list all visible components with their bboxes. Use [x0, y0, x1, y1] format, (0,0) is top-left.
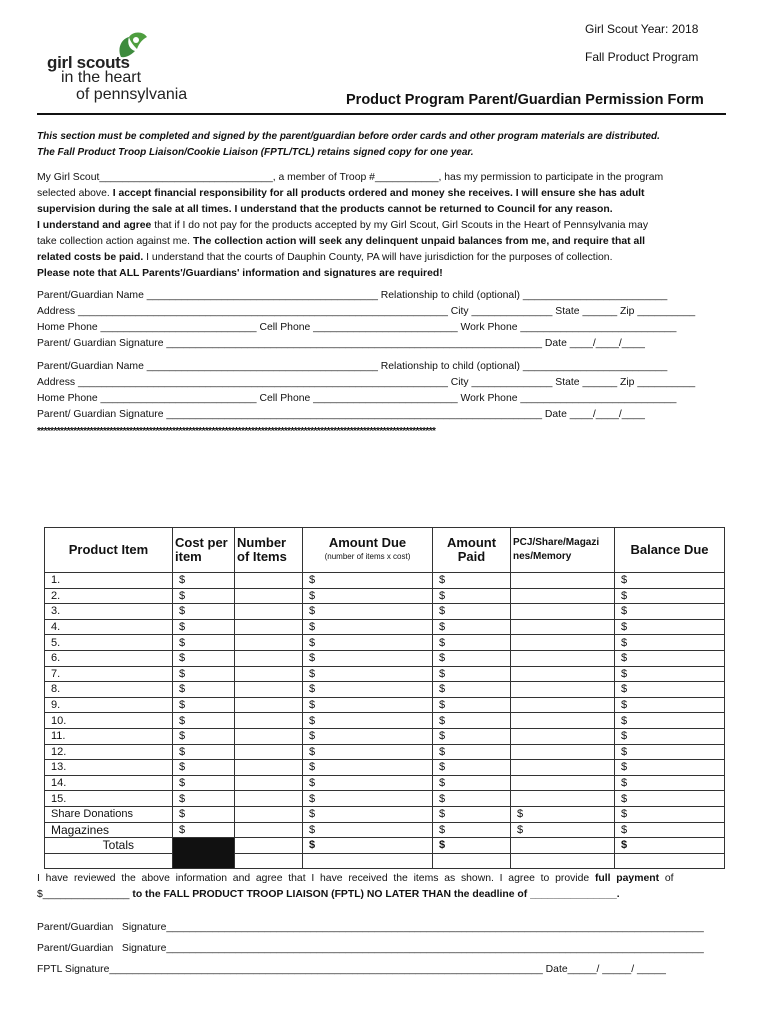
number-of-items-cell[interactable] [235, 573, 303, 589]
amount-due-cell[interactable]: $ [303, 635, 433, 651]
consent-line6: related costs be paid. I understand that the courts of Dauphin County, PA will have jurisdiction for the purposes of collection. [37, 252, 613, 263]
table-row [45, 604, 725, 620]
product-item-cell: 7. [45, 666, 173, 682]
product-table-body [45, 573, 725, 869]
amount-due-cell[interactable]: $ [303, 573, 433, 589]
header-amount-due: Amount Due (number of items x cost) [303, 528, 433, 573]
header-balance-due: Balance Due [615, 528, 725, 573]
pcj-cell[interactable] [511, 573, 615, 589]
number-of-items-cell[interactable] [235, 744, 303, 760]
intro-line1: This section must be completed and signed by the parent/guardian before order cards and other program materials are distributed. [37, 131, 660, 142]
amount-paid-cell[interactable]: $ [433, 822, 511, 838]
header-number-of-items: Number of Items [235, 528, 303, 573]
number-of-items-cell[interactable] [235, 697, 303, 713]
balance-due-cell[interactable]: $ [615, 666, 725, 682]
cost-per-item-cell[interactable]: $ [173, 619, 235, 635]
amount-paid-cell[interactable]: $ [433, 635, 511, 651]
blank-cell [433, 853, 511, 869]
table-row [45, 791, 725, 807]
title-divider [37, 113, 726, 115]
parent-guardian-signature2-field[interactable]: Parent/Guardian Signature_____________________________________________________________________________________________ [37, 943, 704, 954]
blank-row [45, 853, 725, 869]
agreement-line2: $_______________ to the FALL PRODUCT TROOP LIAISON (FPTL) NO LATER THAN the deadline of _______________. [37, 889, 620, 900]
number-of-items-cell[interactable] [235, 666, 303, 682]
cost-per-item-cell[interactable]: $ [173, 682, 235, 698]
number-of-items-cell[interactable] [235, 791, 303, 807]
amount-paid-cell[interactable]: $ [433, 573, 511, 589]
number-of-items-cell[interactable] [235, 713, 303, 729]
pcj-cell[interactable] [511, 728, 615, 744]
balance-due-cell[interactable]: $ [615, 682, 725, 698]
cost-per-item-cell[interactable]: $ [173, 744, 235, 760]
share-donations-label: Share Donations [45, 806, 173, 822]
pcj-cell[interactable] [511, 619, 615, 635]
balance-due-cell[interactable]: $ [615, 822, 725, 838]
amount-due-cell[interactable]: $ [303, 775, 433, 791]
totals-row [45, 838, 725, 854]
pcj-cell[interactable] [511, 635, 615, 651]
consent-line2: selected above. I accept financial responsibility for all products ordered and money she receives. I will ensure she has adult [37, 188, 645, 199]
product-item-cell: 5. [45, 635, 173, 651]
amount-paid-cell[interactable]: $ [433, 728, 511, 744]
blank-cell [615, 853, 725, 869]
amount-due-cell[interactable]: $ [303, 604, 433, 620]
amount-paid-cell[interactable]: $ [433, 791, 511, 807]
product-table [44, 527, 725, 869]
pcj-cell[interactable] [511, 604, 615, 620]
amount-paid-cell[interactable]: $ [433, 588, 511, 604]
balance-due-cell[interactable]: $ [615, 744, 725, 760]
guardian1-signature-field[interactable]: Parent/ Guardian Signature _________________________________________________________________ Date ____/____/____ [37, 338, 645, 349]
balance-due-cell[interactable]: $ [615, 650, 725, 666]
blank-cell [303, 853, 433, 869]
cost-per-item-cell[interactable]: $ [173, 760, 235, 776]
cost-per-item-cell[interactable]: $ [173, 806, 235, 822]
product-item-cell: 15. [45, 791, 173, 807]
cost-per-item-cell[interactable]: $ [173, 728, 235, 744]
product-item-cell: 6. [45, 650, 173, 666]
cost-per-item-cell[interactable]: $ [173, 775, 235, 791]
pcj-cell[interactable] [511, 760, 615, 776]
amount-due-cell[interactable]: $ [303, 744, 433, 760]
magazines-row [45, 822, 725, 838]
table-row [45, 744, 725, 760]
page-title: Product Program Parent/Guardian Permission Form [346, 92, 704, 108]
guardian2-address-field[interactable]: Address ________________________________________________________________ City ______________ State ______ Zip __________ [37, 377, 696, 388]
guardian1-address-field[interactable]: Address ________________________________________________________________ City ______________ State ______ Zip __________ [37, 306, 696, 317]
amount-due-cell[interactable]: $ [303, 713, 433, 729]
guardian2-phone-field[interactable]: Home Phone ___________________________ Cell Phone _________________________ Work Phone ___________________________ [37, 393, 677, 404]
amount-paid-cell[interactable]: $ [433, 682, 511, 698]
amount-due-cell[interactable]: $ [303, 666, 433, 682]
agreement-line1: I have reviewed the above information and agree that I have received the items as shown. I agree to provide full payment of [37, 873, 674, 884]
balance-due-cell[interactable]: $ [615, 604, 725, 620]
amount-paid-cell[interactable]: $ [433, 760, 511, 776]
number-of-items-cell[interactable] [235, 682, 303, 698]
amount-paid-cell[interactable]: $ [433, 619, 511, 635]
pcj-cell[interactable] [511, 682, 615, 698]
cost-per-item-cell[interactable]: $ [173, 588, 235, 604]
totals-amount-due-cell[interactable]: $ [303, 838, 433, 854]
totals-cost-blacked-out [173, 838, 235, 854]
pcj-cell[interactable]: $ [511, 806, 615, 822]
header-product-item: Product Item [45, 528, 173, 573]
intro-line2: The Fall Product Troop Liaison/Cookie Liaison (FPTL/TCL) retains signed copy for one year. [37, 147, 474, 158]
header-pcj-share-magazines: PCJ/Share/Magazi nes/Memory [511, 528, 615, 573]
parent-guardian-signature1-field[interactable]: Parent/Guardian Signature_____________________________________________________________________________________________ [37, 922, 704, 933]
amount-due-cell[interactable]: $ [303, 806, 433, 822]
header-amount-paid: Amount Paid [433, 528, 511, 573]
pcj-cell[interactable] [511, 666, 615, 682]
balance-due-cell[interactable]: $ [615, 713, 725, 729]
cost-per-item-cell[interactable]: $ [173, 666, 235, 682]
cost-per-item-cell[interactable]: $ [173, 650, 235, 666]
table-row [45, 666, 725, 682]
product-item-cell: 12. [45, 744, 173, 760]
logo-text-line1: girl scouts [47, 53, 130, 72]
product-item-cell: 3. [45, 604, 173, 620]
balance-due-cell[interactable]: $ [615, 775, 725, 791]
amount-paid-cell[interactable]: $ [433, 713, 511, 729]
amount-due-cell[interactable]: $ [303, 697, 433, 713]
product-item-cell: 1. [45, 573, 173, 589]
table-row [45, 635, 725, 651]
organization-logo [47, 31, 197, 111]
guardian2-name-field[interactable]: Parent/Guardian Name ________________________________________ Relationship to child (optional) _________________________ [37, 361, 668, 372]
product-item-cell: 14. [45, 775, 173, 791]
separator-line: ************************************************************************************************************************* [37, 426, 436, 437]
amount-paid-cell[interactable]: $ [433, 775, 511, 791]
fptl-signature-field[interactable]: FPTL Signature___________________________________________________________________________ Date_____/ _____/ _____ [37, 964, 666, 975]
consent-line3: supervision during the sale at all times. I understand that the products cannot be returned to Council for any reason. [37, 204, 613, 215]
pcj-cell[interactable]: $ [511, 822, 615, 838]
cost-per-item-cell[interactable]: $ [173, 822, 235, 838]
number-of-items-cell[interactable] [235, 775, 303, 791]
number-of-items-cell[interactable] [235, 822, 303, 838]
girl-scout-year: Girl Scout Year: 2018 [585, 22, 699, 36]
product-item-cell: 9. [45, 697, 173, 713]
number-of-items-cell[interactable] [235, 650, 303, 666]
product-item-cell: 4. [45, 619, 173, 635]
consent-line1: My Girl Scout______________________________, a member of Troop #___________, has my permission to participate in the program [37, 172, 664, 183]
pcj-cell[interactable] [511, 775, 615, 791]
blank-cell [235, 853, 303, 869]
number-of-items-cell[interactable] [235, 635, 303, 651]
number-of-items-cell[interactable] [235, 588, 303, 604]
guardian2-signature-field[interactable]: Parent/ Guardian Signature _________________________________________________________________ Date ____/____/____ [37, 409, 645, 420]
balance-due-cell[interactable]: $ [615, 588, 725, 604]
amount-paid-cell[interactable]: $ [433, 806, 511, 822]
cost-per-item-cell[interactable]: $ [173, 635, 235, 651]
balance-due-cell[interactable]: $ [615, 573, 725, 589]
table-row [45, 619, 725, 635]
amount-due-cell[interactable]: $ [303, 728, 433, 744]
product-item-cell: 2. [45, 588, 173, 604]
consent-line7: Please note that ALL Parents'/Guardians' information and signatures are required! [37, 268, 443, 279]
balance-due-cell[interactable]: $ [615, 619, 725, 635]
logo-text-line2: in the heart [61, 69, 142, 86]
number-of-items-cell[interactable] [235, 728, 303, 744]
balance-due-cell[interactable]: $ [615, 791, 725, 807]
number-of-items-cell[interactable] [235, 604, 303, 620]
table-row [45, 713, 725, 729]
table-row [45, 775, 725, 791]
product-item-cell: 10. [45, 713, 173, 729]
product-item-cell: 11. [45, 728, 173, 744]
amount-due-cell[interactable]: $ [303, 822, 433, 838]
blank-cell-blacked-out [173, 853, 235, 869]
pcj-cell[interactable] [511, 697, 615, 713]
totals-number-of-items-cell[interactable] [235, 838, 303, 854]
amount-due-cell[interactable]: $ [303, 650, 433, 666]
pcj-cell[interactable] [511, 650, 615, 666]
balance-due-cell[interactable]: $ [615, 697, 725, 713]
totals-label: Totals [45, 838, 173, 854]
blank-cell [511, 853, 615, 869]
program-name: Fall Product Program [585, 50, 699, 64]
table-row [45, 682, 725, 698]
number-of-items-cell[interactable] [235, 619, 303, 635]
guardian1-name-field[interactable]: Parent/Guardian Name ________________________________________ Relationship to child (optional) _________________________ [37, 290, 668, 301]
amount-due-cell[interactable]: $ [303, 682, 433, 698]
balance-due-cell[interactable]: $ [615, 728, 725, 744]
magazines-label: Magazines [45, 822, 173, 838]
consent-line4: I understand and agree that if I do not pay for the products accepted by my Girl Scout, Girl Scouts in the Heart of Pennsylvania may [37, 220, 649, 231]
amount-due-cell[interactable]: $ [303, 760, 433, 776]
amount-due-cell[interactable]: $ [303, 791, 433, 807]
table-row [45, 728, 725, 744]
table-row [45, 650, 725, 666]
amount-paid-cell[interactable]: $ [433, 697, 511, 713]
balance-due-cell[interactable]: $ [615, 806, 725, 822]
table-row [45, 697, 725, 713]
totals-pcj-cell[interactable] [511, 838, 615, 854]
guardian1-phone-field[interactable]: Home Phone ___________________________ Cell Phone _________________________ Work Phone ___________________________ [37, 322, 677, 333]
cost-per-item-cell[interactable]: $ [173, 713, 235, 729]
blank-cell [45, 853, 173, 869]
cost-per-item-cell[interactable]: $ [173, 697, 235, 713]
table-row [45, 760, 725, 776]
product-item-cell: 8. [45, 682, 173, 698]
amount-paid-cell[interactable]: $ [433, 744, 511, 760]
pcj-cell[interactable] [511, 713, 615, 729]
table-row [45, 588, 725, 604]
amount-due-cell[interactable]: $ [303, 588, 433, 604]
totals-amount-paid-cell[interactable]: $ [433, 838, 511, 854]
balance-due-cell[interactable]: $ [615, 760, 725, 776]
pcj-cell[interactable] [511, 744, 615, 760]
header-cost-per-item: Cost per item [173, 528, 235, 573]
totals-balance-due-cell[interactable]: $ [615, 838, 725, 854]
share-donations-row [45, 806, 725, 822]
pcj-cell[interactable] [511, 791, 615, 807]
cost-per-item-cell[interactable]: $ [173, 604, 235, 620]
number-of-items-cell[interactable] [235, 760, 303, 776]
consent-line5: take collection action against me. The collection action will seek any delinquent unpaid balances from me, and require that all [37, 236, 646, 247]
amount-due-cell[interactable]: $ [303, 619, 433, 635]
table-row [45, 573, 725, 589]
table-header-row [45, 528, 725, 573]
cost-per-item-cell[interactable]: $ [173, 791, 235, 807]
product-item-cell: 13. [45, 760, 173, 776]
amount-paid-cell[interactable]: $ [433, 604, 511, 620]
pcj-cell[interactable] [511, 588, 615, 604]
amount-paid-cell[interactable]: $ [433, 666, 511, 682]
number-of-items-cell[interactable] [235, 806, 303, 822]
logo-text-line3: of pennsylvania [76, 86, 188, 103]
cost-per-item-cell[interactable]: $ [173, 573, 235, 589]
balance-due-cell[interactable]: $ [615, 635, 725, 651]
amount-paid-cell[interactable]: $ [433, 650, 511, 666]
